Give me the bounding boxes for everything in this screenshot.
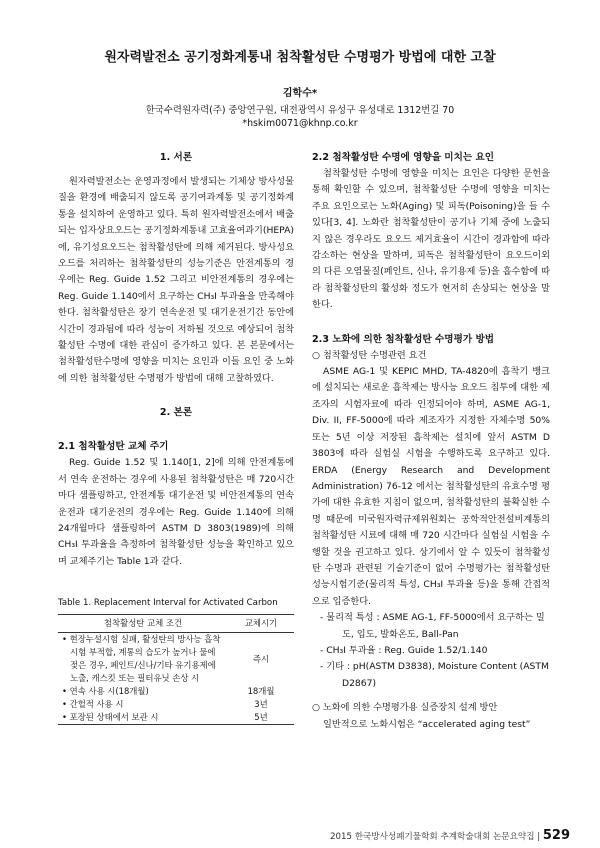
table-header-time: 교체시기 bbox=[228, 615, 294, 633]
paper-title: 원자력발전소 공기정화계통내 첨착활성탄 수명평가 방법에 대한 고찰 bbox=[104, 50, 496, 65]
design-body: 일반적으로 노화시험은 “accelerated aging test” bbox=[323, 718, 531, 730]
table-cell-time: 3년 bbox=[254, 699, 268, 710]
table-row bbox=[58, 711, 294, 725]
subsection-2-2-title: 2.2 첨착활성탄 수명에 영향을 미치는 요인 bbox=[312, 152, 494, 163]
subsection-2-2-body: 첨착활성탄 수명에 영향을 미치는 요인은 다양한 문헌을 통해 확인할 수 있으며, 첨착활성탄 수명에 영향을 미치는 주요 요인으로는 노화(Aging) 및 피독(Poisoning)을 들 수 있다[3, 4]. 노화란 첨착활성탄이 공기나 기체 중에 노출되지 않은 경우라도 요오드 제거효율이 시간이 경과함에 따라 감소하는 현상을 말하며, 피독은 첨착활성탄이 요오드이외의 다른 오염물질(페인트, 신나, 유기용제 등)을 흡수함에 따라 첨착활성탄의 활성화 정도가 현저히 손상되는 현상을 말한다. bbox=[312, 168, 550, 311]
author-affiliation: 한국수력원자력(주) 중앙연구원, 대전광역시 유성구 유성대로 1312번길 70 bbox=[145, 105, 455, 116]
list-item: - 기타 : pH(ASTM D3838), Moisture Content (ASTM D2867) bbox=[320, 661, 549, 689]
table-row bbox=[58, 698, 294, 711]
replacement-interval-table bbox=[58, 614, 294, 725]
table-row bbox=[58, 685, 294, 698]
page-footer bbox=[330, 828, 570, 843]
table-cell-condition: • 현장누설시험 실패, 활성탄의 방사능 흡착시험 부적합, 계통의 습도가 높거나 물에 젖은 경우, 페인트/신나/기타 유기용제에 노출, 캐스킷 또는 필터유닛 손상 시 bbox=[62, 634, 221, 684]
list-item: - 물리적 특성 : ASME AG-1, FF-5000에서 요구하는 밀도, 입도, 발화온도, Ball-Pan bbox=[320, 612, 545, 640]
subsection-2-1-body: Reg. Guide 1.52 및 1.140[1, 2]에 의해 안전계통에서 연속 운전하는 경우에 사용된 첨착활성탄은 매 720시간마다 샘플링하고, 안전계통 대기운전 및 비안전계통의 연속운전과 대기운전의 경우에는 Reg. Guide 1.140에 의해 24개월마다 샘플링하여 ASTM D 3803(1989)에 의해 CH₃I 투과율을 측정하여 첨착활성탄 성능을 확인하고 있으며 교체주기는 Table 1과 같다. bbox=[58, 457, 294, 567]
table-cell-time: 즉시 bbox=[252, 653, 270, 664]
section-2-title: 2. 본론 bbox=[159, 407, 193, 419]
author-name: 김학수* bbox=[282, 88, 318, 99]
footer-text: 2015 한국방사성폐기물학회 추계학술대회 논문요약집 | bbox=[330, 832, 541, 842]
subsection-2-3-title: 2.3 노화에 의한 첨착활성탄 수명평가 방법 bbox=[312, 333, 494, 345]
table-header-row bbox=[58, 615, 294, 633]
author-email: *hskim0071@khnp.co.kr bbox=[242, 118, 358, 129]
table-cell-time: 5년 bbox=[228, 711, 294, 725]
design-heading: ○ 노화에 의한 수명평가용 실증장치 설계 방안 bbox=[312, 702, 498, 714]
table-cell-condition: • 간헐적 사용 시 bbox=[62, 699, 124, 710]
table-caption: Table 1. Replacement Interval for Activated Carbon bbox=[58, 598, 278, 609]
subsection-2-1-title: 2.1 첨착활성탄 교체 주기 bbox=[58, 441, 169, 453]
page-number: 529 bbox=[542, 828, 570, 843]
requirements-heading: ○ 첨착활성탄 수명관련 요건 bbox=[312, 349, 427, 361]
section-1-title: 1. 서론 bbox=[159, 152, 193, 163]
table-cell-time: 18개월 bbox=[247, 686, 275, 697]
table-cell-condition: • 연속 사용 시(18개월) bbox=[62, 686, 149, 697]
left-column bbox=[58, 150, 294, 725]
subsection-2-3-body: ASME AG-1 및 KEPIC MHD, TA-4820에 흡착기 뱅크에 설치되는 새로운 흡착제는 방사능 요오드 침투에 대한 제조자의 시험자료에 따라 인정되어야 하며, ASME AG-1, Div. II, FF-5000에 따라 제조자가 지정한 자체수명 50% 또는 5년 이상 저장된 흡착제는 설치에 앞서 ASTM D 3803에 따라 실험실 시험을 수행하도록 요구하고 있다. ERDA (Energy Research and Development Administration) 76-12 에서는 첨착활성탄의 유효수명 평가에 대한 유효한 지침이 없으며, 첨착활성탄의 불확실한 수명 때문에 미국원자력규제위원회는 공학적안전설비계통의 첨착활성탄 시료에 대해 매 720 시간마다 실험실 시험을 수행할 것을 권고하고 있다. 상기에서 알 수 있듯이 첨착활성탄 수명과 관련된 기술기준이 없어 수명평가는 첨착활성탄 성능시험기준(물리적 특성, CH₃I 투과율 등)을 통해 간접적으로 입증한다. bbox=[312, 366, 550, 607]
right-column bbox=[312, 150, 550, 733]
section-1-body: 원자력발전소는 운영과정에서 발생되는 기체상 방사성물질을 환경에 배출되지 않도록 공기여과계통 및 공기정화계통을 설치하여 운영하고 있다. 특히 원자력발전소에서 배출되는 입자상요오드는 공기정화계통내 고효율여과기(HEPA)에, 유기성요오드는 첨착활성탄에 의해 제거된다. 방사성요오드를 처리하는 첨착활성탄의 성능기준은 안전계통의 경우에는 Reg. Guide 1.52 그리고 비안전계통의 경우에는 Reg. Guide 1.140에서 요구하는 CH₃I 투과율을 만족해야 한다. 첨착활성탄은 장기 연속운전 및 대기운전기간 동안에 시간이 경과됨에 따라 성능이 저하될 것으로 예상되어 첨착활성탄 수명에 대한 관심이 증가하고 있다. 본 본문에서는 첨착활성탄수명에 영향을 미치는 요인과 이들 요인 중 노화에 의한 첨착활성탄 수명평가 방법에 대해 고찰하였다. bbox=[58, 176, 294, 384]
table-row bbox=[58, 633, 294, 686]
table-header-condition: 첨착활성탄 교체 조건 bbox=[58, 615, 228, 633]
list-item: - CH₃I 투과율 : Reg. Guide 1.52/1.140 bbox=[320, 644, 488, 656]
table-cell-condition: • 포장된 상태에서 보관 시 bbox=[62, 712, 159, 723]
